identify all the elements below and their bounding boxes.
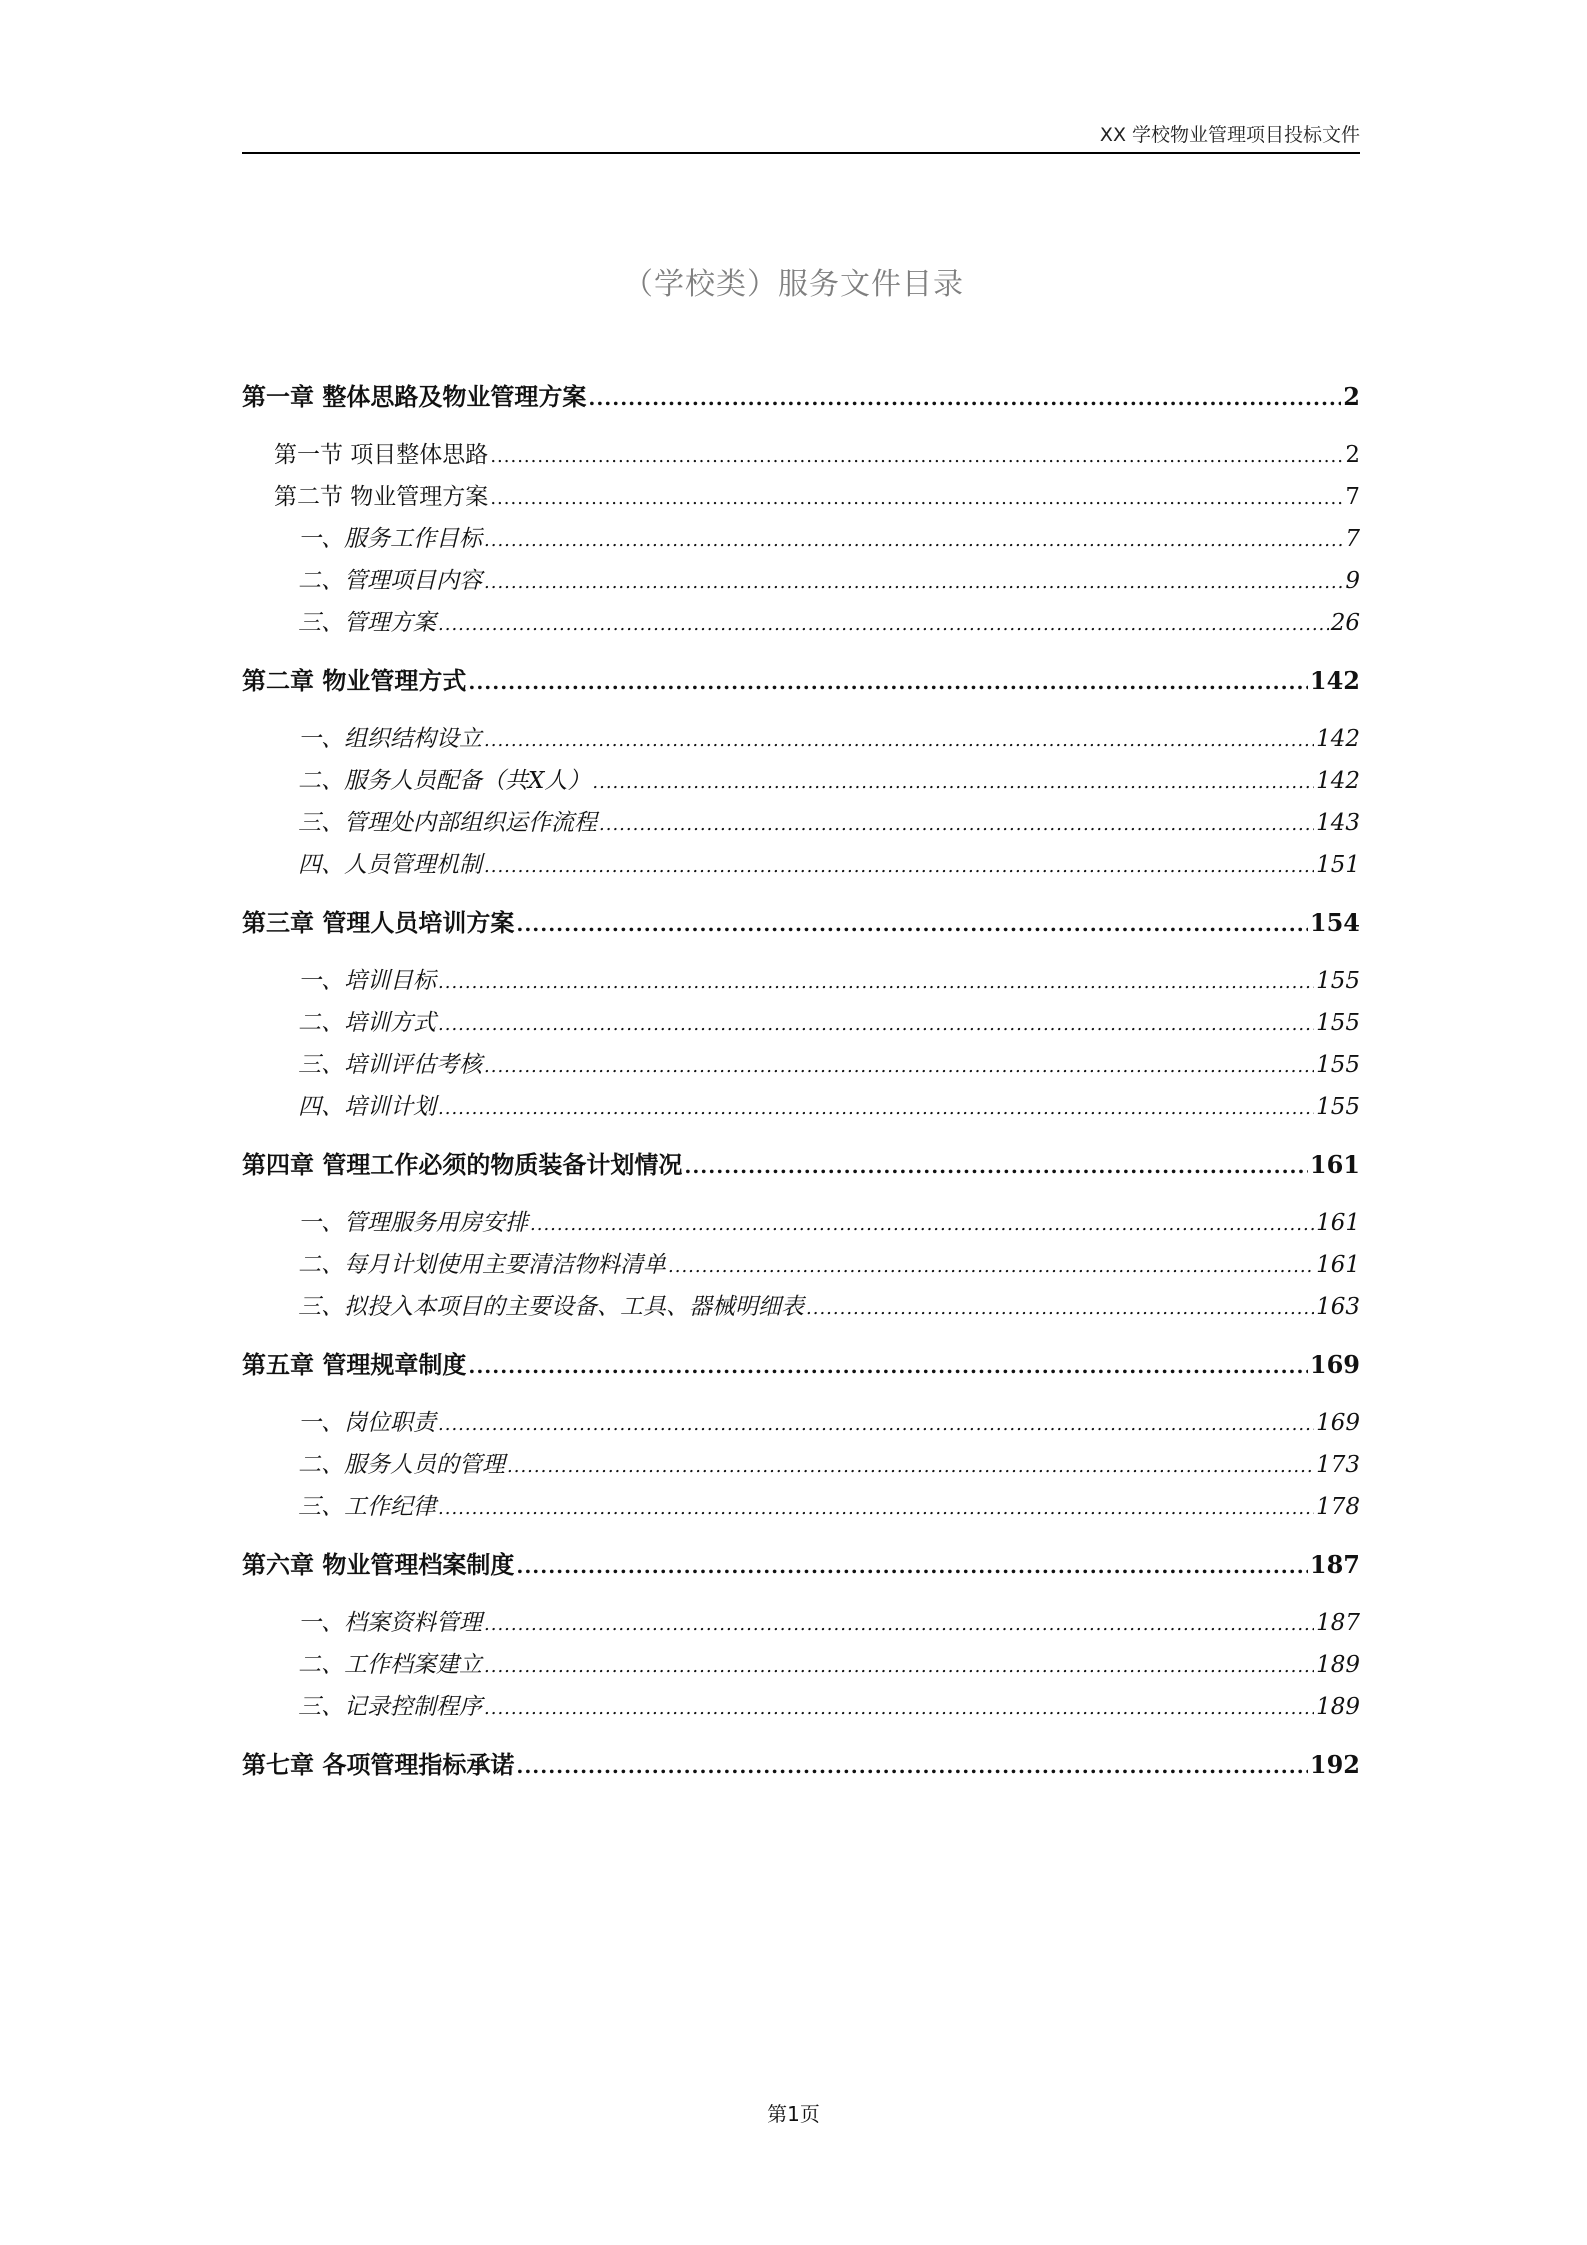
toc-entry-section[interactable] bbox=[242, 479, 1360, 515]
toc-entry-label: 二、服务人员配备（共X人） bbox=[298, 768, 591, 794]
toc-entry-label: 一、管理服务用房安排 bbox=[298, 1210, 528, 1236]
toc-entry-subsection[interactable] bbox=[242, 563, 1360, 599]
toc-entry-label: 一、组织结构设立 bbox=[298, 726, 482, 752]
toc-entry-page: 173 bbox=[1316, 1452, 1360, 1478]
toc-entry-label: 四、培训计划 bbox=[298, 1094, 436, 1120]
toc-entry-label: 一、岗位职责 bbox=[298, 1410, 436, 1436]
toc-entry-chapter[interactable] bbox=[242, 1347, 1360, 1383]
toc-entry-subsection[interactable] bbox=[242, 1447, 1360, 1483]
toc-entry-page: 169 bbox=[1316, 1410, 1360, 1436]
toc-entry-subsection[interactable] bbox=[242, 721, 1360, 757]
toc-entry-page: 142 bbox=[1309, 666, 1360, 695]
toc-leader-dots bbox=[530, 1207, 1314, 1243]
toc-entry-chapter[interactable] bbox=[242, 1547, 1360, 1583]
toc-entry-page: 161 bbox=[1316, 1210, 1360, 1236]
toc-leader-dots bbox=[438, 607, 1329, 643]
toc-entry-label: 一、服务工作目标 bbox=[298, 526, 482, 552]
toc-entry-page: 9 bbox=[1345, 568, 1360, 594]
toc-entry-label: 三、管理方案 bbox=[298, 610, 436, 636]
toc-entry-page: 143 bbox=[1316, 810, 1360, 836]
toc-entry-label: 第二章 物业管理方式 bbox=[242, 666, 467, 695]
toc-leader-dots bbox=[490, 481, 1343, 517]
toc-entry-label: 三、拟投入本项目的主要设备、工具、器械明细表 bbox=[298, 1294, 804, 1320]
toc-entry-label: 第二节 物业管理方案 bbox=[274, 484, 489, 510]
toc-leader-dots bbox=[438, 1007, 1314, 1043]
toc-entry-label: 三、记录控制程序 bbox=[298, 1694, 482, 1720]
toc-entry-subsection[interactable] bbox=[242, 1205, 1360, 1241]
document-title: （学校类）服务文件目录 bbox=[623, 267, 964, 302]
toc-entry-label: 二、每月计划使用主要清洁物料清单 bbox=[298, 1252, 666, 1278]
header-title: XX 学校物业管理项目投标文件 bbox=[1099, 124, 1360, 146]
toc-entry-page: 2 bbox=[1345, 442, 1360, 468]
toc-entry-chapter[interactable] bbox=[242, 1147, 1360, 1183]
toc-entry-label: 三、工作纪律 bbox=[298, 1494, 436, 1520]
toc-leader-dots bbox=[484, 723, 1314, 759]
toc-entry-label: 二、管理项目内容 bbox=[298, 568, 482, 594]
toc-entry-page: 2 bbox=[1343, 382, 1360, 411]
toc-entry-label: 第一节 项目整体思路 bbox=[274, 442, 489, 468]
toc-leader-dots bbox=[599, 807, 1314, 843]
toc-entry-label: 第三章 管理人员培训方案 bbox=[242, 908, 515, 937]
toc-entry-subsection[interactable] bbox=[242, 1247, 1360, 1283]
toc-leader-dots bbox=[490, 439, 1343, 475]
toc-entry-label: 第四章 管理工作必须的物质装备计划情况 bbox=[242, 1150, 683, 1179]
toc-leader-dots bbox=[668, 1249, 1314, 1285]
toc-entry-section[interactable] bbox=[242, 437, 1360, 473]
toc-entry-page: 7 bbox=[1345, 526, 1360, 552]
toc-entry-chapter[interactable] bbox=[242, 1747, 1360, 1783]
toc-leader-dots bbox=[516, 906, 1308, 942]
toc-entry-subsection[interactable] bbox=[242, 521, 1360, 557]
toc-entry-subsection[interactable] bbox=[242, 1089, 1360, 1125]
toc-entry-label: 三、培训评估考核 bbox=[298, 1052, 482, 1078]
toc-entry-label: 二、工作档案建立 bbox=[298, 1652, 482, 1678]
page-number: 第1页 bbox=[767, 2102, 820, 2126]
toc-leader-dots bbox=[484, 1049, 1314, 1085]
toc-entry-page: 155 bbox=[1316, 968, 1360, 994]
toc-entry-subsection[interactable] bbox=[242, 605, 1360, 641]
toc-entry-subsection[interactable] bbox=[242, 847, 1360, 883]
toc-entry-chapter[interactable] bbox=[242, 379, 1360, 415]
toc-entry-page: 178 bbox=[1316, 1494, 1360, 1520]
toc-leader-dots bbox=[484, 1649, 1314, 1685]
toc-entry-subsection[interactable] bbox=[242, 1605, 1360, 1641]
toc-entry-page: 155 bbox=[1316, 1010, 1360, 1036]
toc-entry-subsection[interactable] bbox=[242, 1405, 1360, 1441]
toc-leader-dots bbox=[438, 1091, 1314, 1127]
toc-leader-dots bbox=[507, 1449, 1314, 1485]
toc-entry-subsection[interactable] bbox=[242, 1689, 1360, 1725]
toc-leader-dots bbox=[588, 380, 1341, 416]
toc-entry-page: 155 bbox=[1316, 1094, 1360, 1120]
toc-entry-page: 187 bbox=[1309, 1550, 1360, 1579]
toc-entry-label: 三、管理处内部组织运作流程 bbox=[298, 810, 597, 836]
toc-entry-page: 161 bbox=[1316, 1252, 1360, 1278]
page-header bbox=[242, 112, 1360, 154]
toc-entry-label: 第六章 物业管理档案制度 bbox=[242, 1550, 515, 1579]
toc-entry-page: 189 bbox=[1316, 1694, 1360, 1720]
toc-leader-dots bbox=[516, 1548, 1308, 1584]
toc-entry-subsection[interactable] bbox=[242, 1289, 1360, 1325]
toc-leader-dots bbox=[484, 523, 1343, 559]
toc-entry-page: 154 bbox=[1309, 908, 1360, 937]
toc-entry-label: 第一章 整体思路及物业管理方案 bbox=[242, 382, 587, 411]
toc-entry-page: 169 bbox=[1309, 1350, 1360, 1379]
toc-leader-dots bbox=[438, 1407, 1314, 1443]
toc-entry-label: 二、培训方式 bbox=[298, 1010, 436, 1036]
toc-entry-page: 142 bbox=[1316, 726, 1360, 752]
toc-leader-dots bbox=[484, 1607, 1314, 1643]
toc-leader-dots bbox=[592, 765, 1314, 801]
toc-entry-page: 142 bbox=[1316, 768, 1360, 794]
toc-entry-page: 192 bbox=[1309, 1750, 1360, 1779]
toc-leader-dots bbox=[468, 1348, 1308, 1384]
toc-entry-label: 四、人员管理机制 bbox=[298, 852, 482, 878]
toc-entry-subsection[interactable] bbox=[242, 763, 1360, 799]
toc-entry-page: 7 bbox=[1345, 484, 1360, 510]
toc-entry-subsection[interactable] bbox=[242, 963, 1360, 999]
toc-entry-page: 155 bbox=[1316, 1052, 1360, 1078]
toc-leader-dots bbox=[484, 1691, 1314, 1727]
toc-leader-dots bbox=[806, 1291, 1314, 1327]
toc-entry-page: 151 bbox=[1316, 852, 1360, 878]
toc-entry-chapter[interactable] bbox=[242, 663, 1360, 699]
toc-leader-dots bbox=[468, 664, 1308, 700]
toc-entry-subsection[interactable] bbox=[242, 1647, 1360, 1683]
toc-entry-page: 161 bbox=[1309, 1150, 1360, 1179]
toc-entry-chapter[interactable] bbox=[242, 905, 1360, 941]
toc-entry-page: 187 bbox=[1316, 1610, 1360, 1636]
toc-leader-dots bbox=[438, 1491, 1314, 1527]
toc-entry-label: 第五章 管理规章制度 bbox=[242, 1350, 467, 1379]
toc-entry-page: 189 bbox=[1316, 1652, 1360, 1678]
toc-leader-dots bbox=[484, 565, 1343, 601]
toc-entry-subsection[interactable] bbox=[242, 1047, 1360, 1083]
toc-entry-label: 二、服务人员的管理 bbox=[298, 1452, 505, 1478]
toc-leader-dots bbox=[438, 965, 1314, 1001]
toc-entry-subsection[interactable] bbox=[242, 805, 1360, 841]
toc-leader-dots bbox=[484, 849, 1314, 885]
toc-leader-dots bbox=[516, 1748, 1308, 1784]
toc-entry-page: 163 bbox=[1316, 1294, 1360, 1320]
toc-entry-label: 一、档案资料管理 bbox=[298, 1610, 482, 1636]
toc-entry-label: 第七章 各项管理指标承诺 bbox=[242, 1750, 515, 1779]
toc-entry-label: 一、培训目标 bbox=[298, 968, 436, 994]
toc-leader-dots bbox=[684, 1148, 1308, 1184]
toc-entry-page: 26 bbox=[1330, 610, 1360, 636]
toc-entry-subsection[interactable] bbox=[242, 1489, 1360, 1525]
toc-entry-subsection[interactable] bbox=[242, 1005, 1360, 1041]
